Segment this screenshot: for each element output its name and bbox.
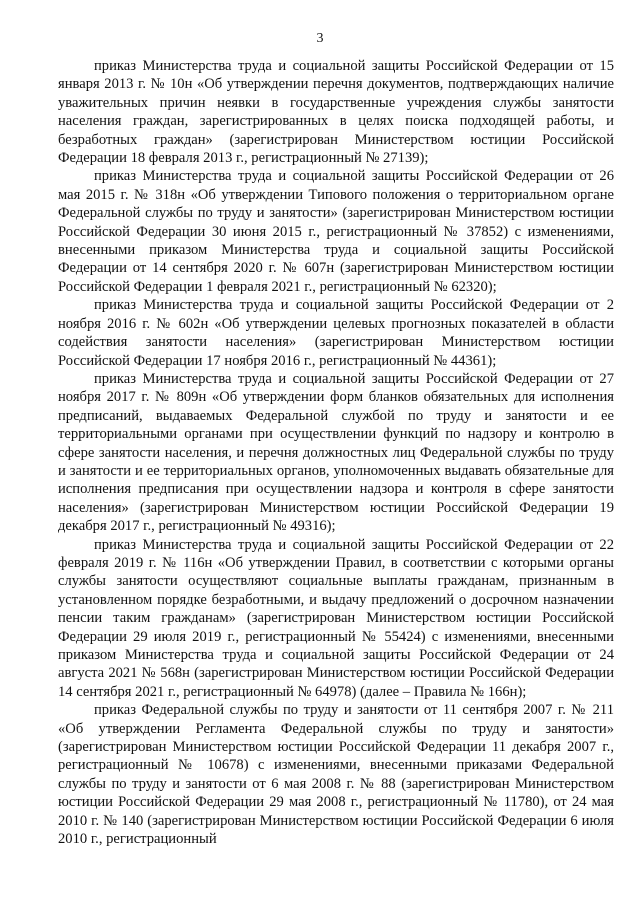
paragraph-order-318n: приказ Министерства труда и социальной защиты Российской Федерации от 26 мая 2015 г. № 318н «Об утверждении Типового положения о территориальном органе Федеральной службы по труду и занятости» (зарегистрирован Министерством юстиции Российской Федерации 30 июня 2015 г., регистрационный № 37852) с изменениями, внесенными приказом Министерства труда и социальной защиты Российской Федерации от 14 сентября 2020 г. № 607н (зарегистрирован Министерством юстиции Российской Федерации 1 февраля 2021 г., регистрационный № 62320); — [58, 168, 614, 295]
paragraph-order-809n: приказ Министерства труда и социальной защиты Российской Федерации от 27 ноября 2017 г. № 809н «Об утверждении форм бланков обязательных для исполнения предписаний, выдаваемых Федеральной службой по труду и занятости и ее территориальными органами при осуществлении функций по надзору и контролю в сфере занятости населения, и перечня должностных лиц Федеральной службы по труду и занятости и ее территориальных органов, уполномоченных выдавать обязательные для исполнения предписания при осуществлении надзора и контроля в сфере занятости населения» (зарегистрирован Министерством юстиции Российской Федерации 19 декабря 2017 г., регистрационный № 49316); — [58, 370, 614, 535]
page-number: 3 — [316, 31, 324, 46]
paragraph-order-211: приказ Федеральной службы по труду и занятости от 11 сентября 2007 г. № 211 «Об утверждении Регламента Федеральной службы по труду и занятости» (зарегистрирован Министерством юстиции Российской Федерации 11 декабря 2007 г., регистрационный № 10678) с изменениями, внесенными приказами Федеральной службы по труду и занятости от 6 мая 2008 г. № 88 (зарегистрирован Министерством юстиции Российской Федерации 29 мая 2008 г., регистрационный № 11780), от 24 мая 2010 г. № 140 (зарегистрирован Министерством юстиции Российской Федерации 6 июля 2010 г., регистрационный — [58, 702, 614, 848]
paragraph-order-116n: приказ Министерства труда и социальной защиты Российской Федерации от 22 февраля 2019 г. № 116н «Об утверждении Правил, в соответствии с которыми органы службы занятости осуществляют социальные выплаты гражданам, признанным в установленном порядке безработными, и выдачу предложений о досрочном назначении пенсии таким гражданам» (зарегистрирован Министерством юстиции Российской Федерации 29 июля 2019 г., регистрационный № 55424) с изменениями, внесенными приказом Министерства труда и социальной защиты Российской Федерации от 24 августа 2021 № 568н (зарегистрирован Министерством юстиции Российской Федерации 14 сентября 2021 г., регистрационный № 64978) (далее – Правила № 166н); — [58, 536, 614, 700]
document-body — [58, 57, 614, 848]
paragraph-order-602n: приказ Министерства труда и социальной защиты Российской Федерации от 2 ноября 2016 г. № 602н «Об утверждении целевых прогнозных показателей в области содействия занятости населения» (зарегистрирован Министерством юстиции Российской Федерации 17 ноября 2016 г., регистрационный № 44361); — [58, 297, 614, 369]
paragraph-order-10n: приказ Министерства труда и социальной защиты Российской Федерации от 15 января 2013 г. № 10н «Об утверждении перечня документов, подтверждающих наличие уважительных причин неявки в государственные учреждения службы занятости населения граждан, зарегистрированных в целях поиска подходящей работы, и безработных граждан» (зарегистрирован Министерством юстиции Российской Федерации 18 февраля 2013 г., регистрационный № 27139); — [58, 58, 614, 167]
